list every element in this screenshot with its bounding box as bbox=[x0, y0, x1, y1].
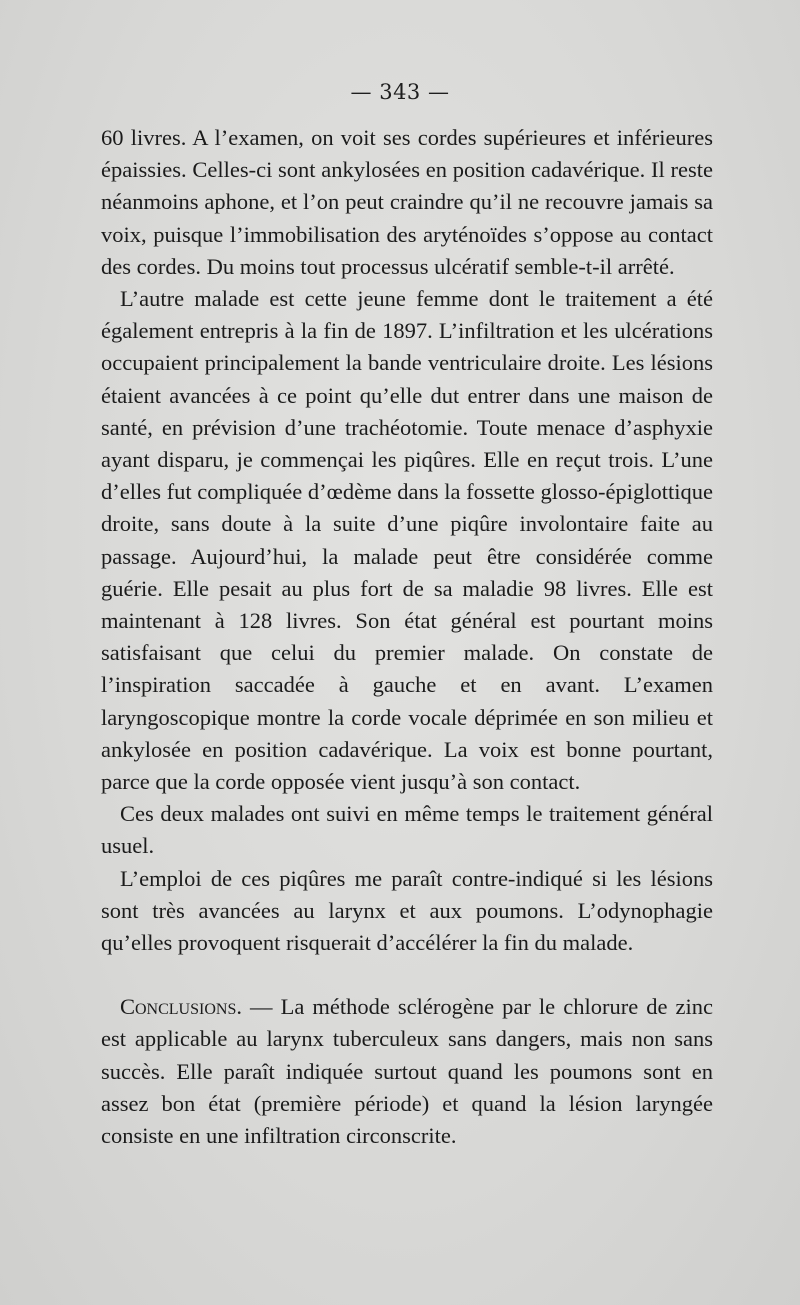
paragraph-contraindication: L’emploi de ces piqûres me paraît contre-indiqué si les lésions sont très avancées au larynx et aux poumons. L’odynophagie qu’elles provoquent risquerait d’accélérer la fin du malade. bbox=[101, 865, 713, 956]
body-text bbox=[101, 122, 713, 1152]
page-number: — 343 — bbox=[350, 80, 450, 104]
paragraph-second-patient: L’autre malade est cette jeune femme dont le traitement a été également entrepris à la fin de 1897. L’infiltration et les ulcérations occupaient principalement la bande ventriculaire droite. Les lésions étaient avancées à ce point qu’elle dut entrer dans une maison de santé, en prévision d’une trachéotomie. Toute menace d’asphyxie ayant disparu, je commençai les piqûres. Elle en reçut trois. L’une d’elles fut compliquée d’œdème dans la fossette glosso-épiglottique droite, sans doute à la suite d’une piqûre involontaire faite au passage. Aujourd’hui, la malade peut être considérée comme guérie. Elle pesait au plus fort de sa maladie 98 livres. Elle est maintenant à 128 livres. Son état général est pourtant moins satisfaisant que celui du premier malade. On constate de l’inspiration saccadée à gauche et en avant. L’examen laryngoscopique montre la corde vocale déprimée en son milieu et ankylosée en position cadavérique. La voix est bonne pourtant, parce que la corde opposée vient jusqu’à son contact. bbox=[101, 286, 713, 795]
conclusion-paragraph bbox=[101, 991, 713, 1152]
conclusion-text: — La méthode sclérogène par le chlorure de zinc est applicable au larynx tuberculeux sans dangers, mais non sans succès. Elle paraît indiquée surtout quand les poumons sont en assez bon état (première période) et quand la lésion laryngée consiste en une infiltration circonscrite. bbox=[101, 994, 713, 1149]
paragraph-general-treatment: Ces deux malades ont suivi en même temps le traitement général usuel. bbox=[101, 801, 713, 859]
conclusion-heading: Conclusions. bbox=[120, 994, 242, 1020]
paragraph-continuation: 60 livres. A l’examen, on voit ses cordes supérieures et inférieures épaissies. Celles-ci sont ankylosées en position cadavérique. Il reste néanmoins aphone, et l’on peut craindre qu’il ne recouvre jamais sa voix, puisque l’immobilisation des aryténoïdes s’oppose au contact des cordes. Du moins tout processus ulcératif semble-t-il arrêté. bbox=[101, 125, 713, 279]
